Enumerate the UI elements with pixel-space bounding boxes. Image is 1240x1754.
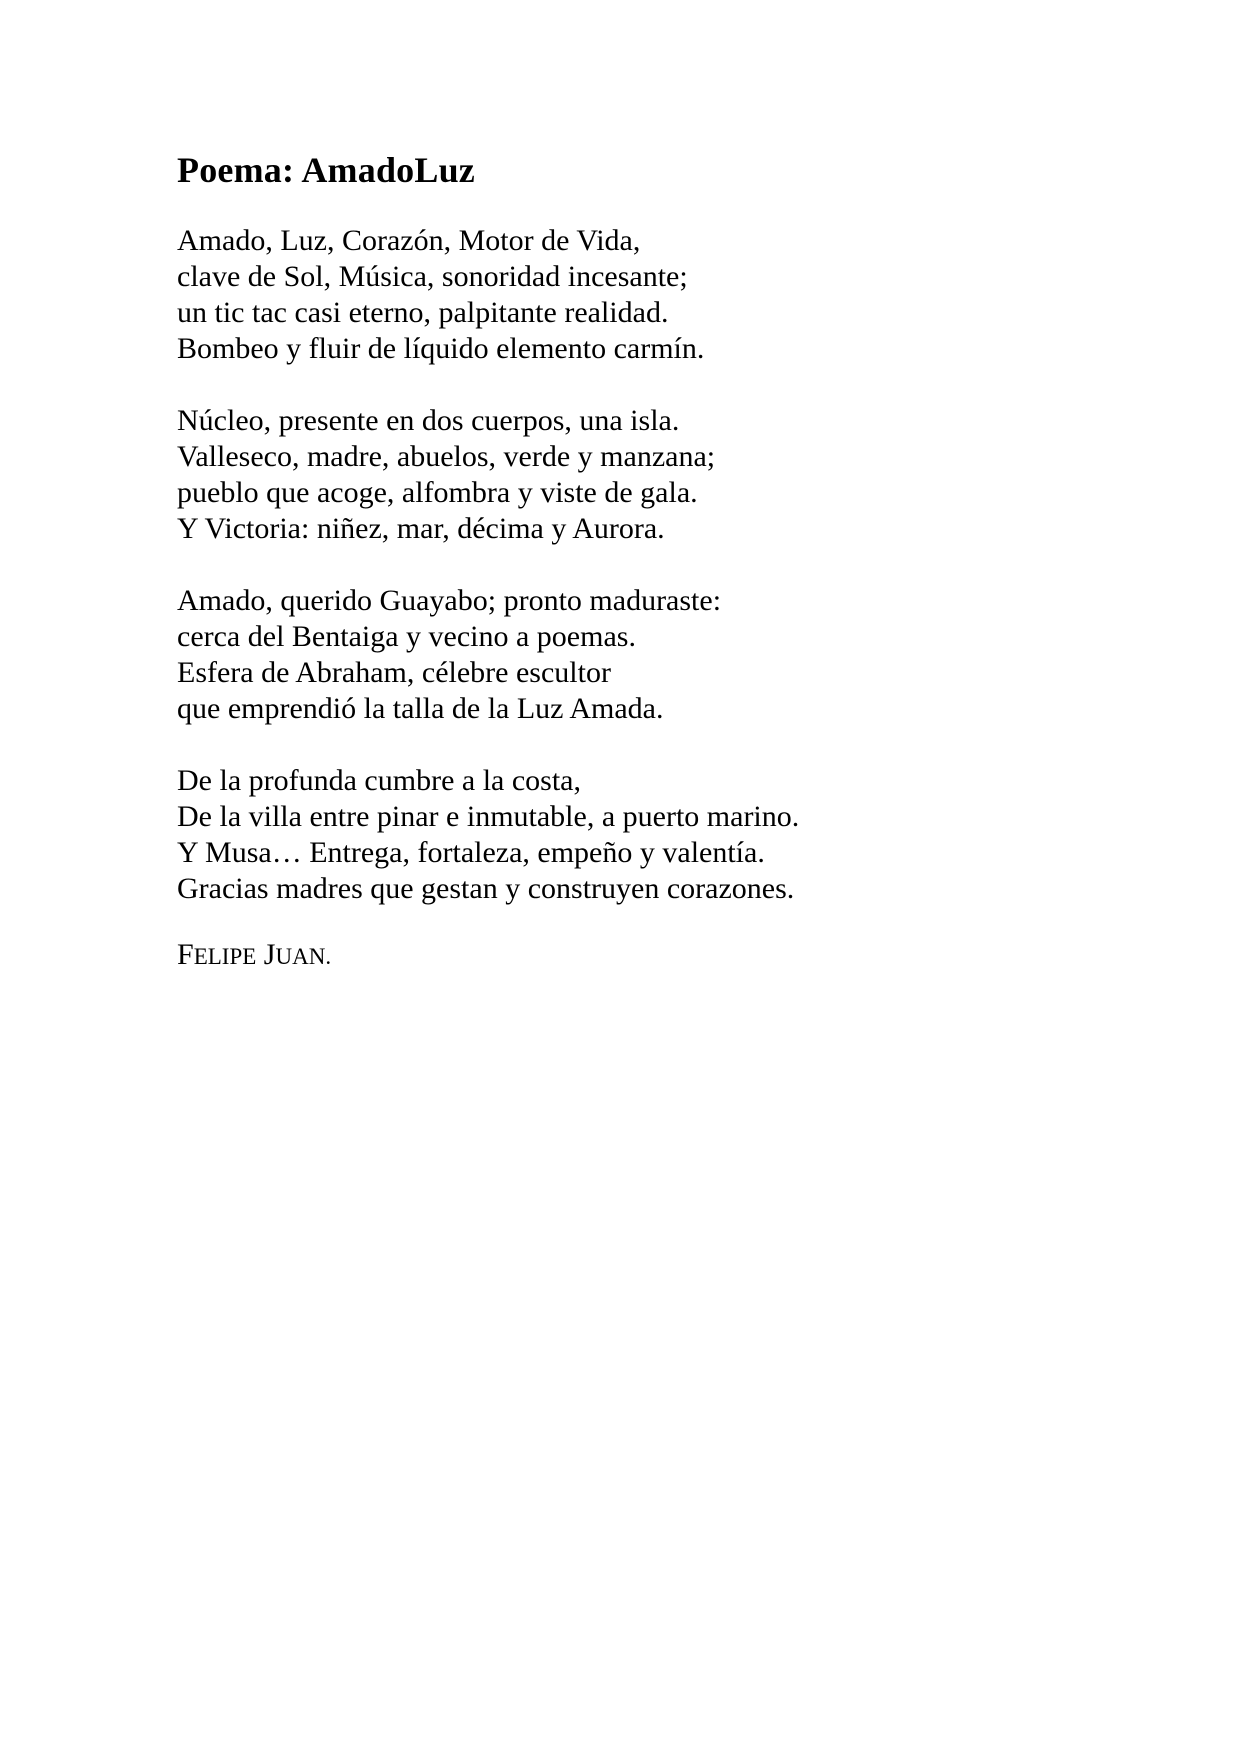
verse-line: Bombeo y fluir de líquido elemento carmín. (177, 332, 705, 365)
stanza-4 (177, 763, 1077, 907)
signature-last-rest: UAN. (275, 944, 332, 969)
verse-line: un tic tac casi eterno, palpitante realidad. (177, 296, 669, 329)
verse-line: cerca del Bentaiga y vecino a poemas. (177, 620, 636, 653)
verse-line: Núcleo, presente en dos cuerpos, una isla. (177, 404, 680, 437)
verse-line: clave de Sol, Música, sonoridad incesante; (177, 260, 688, 293)
stanza-2 (177, 403, 1077, 547)
author-signature (177, 937, 1077, 975)
stanza-1 (177, 223, 1077, 367)
verse-line: que emprendió la talla de la Luz Amada. (177, 692, 664, 725)
verse-line: Esfera de Abraham, célebre escultor (177, 656, 611, 689)
verse-line: Amado, Luz, Corazón, Motor de Vida, (177, 224, 641, 257)
poem-title: Poema: AmadoLuz (177, 150, 475, 190)
verse-line: Gracias madres que gestan y construyen corazones. (177, 872, 795, 905)
verse-line: Amado, querido Guayabo; pronto maduraste: (177, 584, 722, 617)
verse-line: Y Musa… Entrega, fortaleza, empeño y valentía. (177, 836, 765, 869)
verse-line: pueblo que acoge, alfombra y viste de gala. (177, 476, 698, 509)
poem-body (177, 223, 1077, 907)
signature-last-initial: J (263, 938, 276, 971)
verse-line: Valleseco, madre, abuelos, verde y manzana; (177, 440, 716, 473)
verse-line: Y Victoria: niñez, mar, décima y Aurora. (177, 512, 665, 545)
verse-line: De la villa entre pinar e inmutable, a puerto marino. (177, 800, 800, 833)
signature-first-initial: F (177, 938, 194, 971)
signature-first-rest: ELIPE (193, 944, 257, 969)
verse-line: De la profunda cumbre a la costa, (177, 764, 581, 797)
stanza-3 (177, 583, 1077, 727)
poem-content (177, 146, 1077, 975)
